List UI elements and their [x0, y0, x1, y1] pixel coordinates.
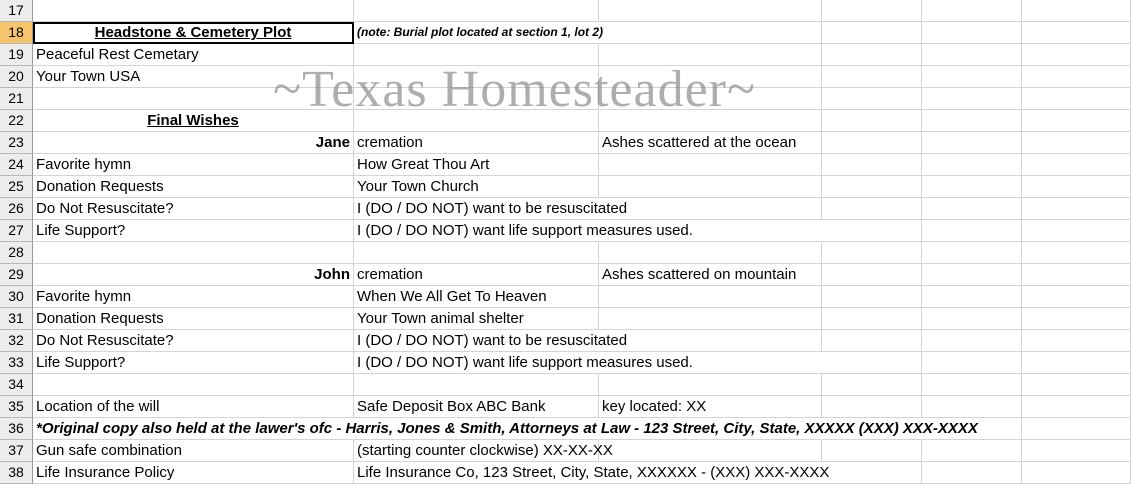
cell-c32[interactable] — [599, 330, 822, 352]
cell-a26[interactable]: Do Not Resuscitate? — [33, 198, 354, 220]
cell-a25[interactable]: Donation Requests — [33, 176, 354, 198]
cell-d34[interactable] — [822, 374, 922, 396]
cell-f35[interactable] — [1022, 396, 1131, 418]
row-header-37[interactable]: 37 — [0, 440, 33, 462]
cell-a28[interactable] — [33, 242, 354, 264]
row-header-20[interactable]: 20 — [0, 66, 33, 88]
cell-f27[interactable] — [1022, 220, 1131, 242]
cell-b30[interactable]: When We All Get To Heaven — [354, 286, 599, 308]
row-header-19[interactable]: 19 — [0, 44, 33, 66]
row-header-18[interactable]: 18 — [0, 22, 33, 44]
cell-f33[interactable] — [1022, 352, 1131, 374]
cell-e20[interactable] — [922, 66, 1022, 88]
cell-b34[interactable] — [354, 374, 599, 396]
cell-a32[interactable]: Do Not Resuscitate? — [33, 330, 354, 352]
cell-b17[interactable] — [354, 0, 599, 22]
cell-c23[interactable]: Ashes scattered at the ocean — [599, 132, 822, 154]
cell-d21[interactable] — [822, 88, 922, 110]
cell-f23[interactable] — [1022, 132, 1131, 154]
cell-a20[interactable]: Your Town USA — [33, 66, 354, 88]
cell-b19[interactable] — [354, 44, 599, 66]
cell-f36[interactable] — [1022, 418, 1131, 440]
row-header-26[interactable]: 26 — [0, 198, 33, 220]
cell-d33[interactable] — [822, 352, 922, 374]
cell-a23[interactable]: Jane — [33, 132, 354, 154]
cell-d31[interactable] — [822, 308, 922, 330]
cell-e29[interactable] — [922, 264, 1022, 286]
row-header-35[interactable]: 35 — [0, 396, 33, 418]
cell-f32[interactable] — [1022, 330, 1131, 352]
cell-c25[interactable] — [599, 176, 822, 198]
cell-c17[interactable] — [599, 0, 822, 22]
cell-f30[interactable] — [1022, 286, 1131, 308]
row-header-31[interactable]: 31 — [0, 308, 33, 330]
cell-a36-attorney-note[interactable]: *Original copy also held at the lawer's ofc - Harris, Jones & Smith, Attorneys at Law - 123 Street, City, State, XXXXX (XXX) XXX-XXXX — [33, 418, 354, 440]
cell-a35[interactable]: Location of the will — [33, 396, 354, 418]
cell-a17[interactable] — [33, 0, 354, 22]
cell-d32[interactable] — [822, 330, 922, 352]
cell-a34[interactable] — [33, 374, 354, 396]
row-header-36[interactable]: 36 — [0, 418, 33, 440]
cell-d26[interactable] — [822, 198, 922, 220]
cell-e21[interactable] — [922, 88, 1022, 110]
cell-b24[interactable]: How Great Thou Art — [354, 154, 599, 176]
cell-c31[interactable] — [599, 308, 822, 330]
cell-e25[interactable] — [922, 176, 1022, 198]
watermark-text: ~Texas Homesteader~ — [273, 61, 757, 118]
row-header-30[interactable]: 30 — [0, 286, 33, 308]
cell-d30[interactable] — [822, 286, 922, 308]
cell-e27[interactable] — [922, 220, 1022, 242]
cell-b37[interactable]: (starting counter clockwise) XX-XX-XX — [354, 440, 599, 462]
cell-f38[interactable] — [1022, 462, 1131, 484]
cell-c18[interactable] — [599, 22, 822, 44]
row-header-33[interactable]: 33 — [0, 352, 33, 374]
cell-f20[interactable] — [1022, 66, 1131, 88]
cell-b38[interactable]: Life Insurance Co, 123 Street, City, State, XXXXXX - (XXX) XXX-XXXX — [354, 462, 599, 484]
cell-d24[interactable] — [822, 154, 922, 176]
cell-b20[interactable] — [354, 66, 599, 88]
cell-d18[interactable] — [822, 22, 922, 44]
cell-f37[interactable] — [1022, 440, 1131, 462]
cell-b22[interactable] — [354, 110, 599, 132]
cell-a37[interactable]: Gun safe combination — [33, 440, 354, 462]
row-header-34[interactable]: 34 — [0, 374, 33, 396]
cell-c34[interactable] — [599, 374, 822, 396]
cell-e37[interactable] — [922, 440, 1022, 462]
cell-f17[interactable] — [1022, 0, 1131, 22]
cell-e22[interactable] — [922, 110, 1022, 132]
cell-f28[interactable] — [1022, 242, 1131, 264]
cell-f22[interactable] — [1022, 110, 1131, 132]
cell-c21[interactable] — [599, 88, 822, 110]
cell-a24[interactable]: Favorite hymn — [33, 154, 354, 176]
cell-f24[interactable] — [1022, 154, 1131, 176]
cell-b18-note[interactable]: (note: Burial plot located at section 1, lot 2) — [354, 22, 599, 44]
cell-e19[interactable] — [922, 44, 1022, 66]
cell-c30[interactable] — [599, 286, 822, 308]
cell-b31[interactable]: Your Town animal shelter — [354, 308, 599, 330]
row-header-29[interactable]: 29 — [0, 264, 33, 286]
cell-a31[interactable]: Donation Requests — [33, 308, 354, 330]
cell-e31[interactable] — [922, 308, 1022, 330]
cell-b28[interactable] — [354, 242, 599, 264]
cell-b23[interactable]: cremation — [354, 132, 599, 154]
cell-e32[interactable] — [922, 330, 1022, 352]
row-header-25[interactable]: 25 — [0, 176, 33, 198]
cell-f31[interactable] — [1022, 308, 1131, 330]
cell-d17[interactable] — [822, 0, 922, 22]
row-header-28[interactable]: 28 — [0, 242, 33, 264]
cell-c22[interactable] — [599, 110, 822, 132]
cell-d25[interactable] — [822, 176, 922, 198]
row-header-27[interactable]: 27 — [0, 220, 33, 242]
row-header-22[interactable]: 22 — [0, 110, 33, 132]
cell-b26[interactable]: I (DO / DO NOT) want to be resuscitated — [354, 198, 599, 220]
cell-e28[interactable] — [922, 242, 1022, 264]
cell-d37[interactable] — [822, 440, 922, 462]
cell-d23[interactable] — [822, 132, 922, 154]
cell-e24[interactable] — [922, 154, 1022, 176]
cell-e30[interactable] — [922, 286, 1022, 308]
row-header-24[interactable]: 24 — [0, 154, 33, 176]
cell-d29[interactable] — [822, 264, 922, 286]
cell-a19[interactable]: Peaceful Rest Cemetary — [33, 44, 354, 66]
cell-d19[interactable] — [822, 44, 922, 66]
cell-f19[interactable] — [1022, 44, 1131, 66]
cell-b33[interactable]: I (DO / DO NOT) want life support measures used. — [354, 352, 599, 374]
cell-a33[interactable]: Life Support? — [33, 352, 354, 374]
row-header-23[interactable]: 23 — [0, 132, 33, 154]
cell-a38[interactable]: Life Insurance Policy — [33, 462, 354, 484]
cell-c28[interactable] — [599, 242, 822, 264]
cell-e23[interactable] — [922, 132, 1022, 154]
cell-b32[interactable]: I (DO / DO NOT) want to be resuscitated — [354, 330, 599, 352]
cell-a22-final-wishes[interactable]: Final Wishes — [33, 110, 354, 132]
cell-e33[interactable] — [922, 352, 1022, 374]
cell-d28[interactable] — [822, 242, 922, 264]
row-header-32[interactable]: 32 — [0, 330, 33, 352]
cell-a30[interactable]: Favorite hymn — [33, 286, 354, 308]
cell-d22[interactable] — [822, 110, 922, 132]
cell-e35[interactable] — [922, 396, 1022, 418]
row-header-21[interactable]: 21 — [0, 88, 33, 110]
cell-f34[interactable] — [1022, 374, 1131, 396]
cell-e17[interactable] — [922, 0, 1022, 22]
cell-a21[interactable] — [33, 88, 354, 110]
cell-e26[interactable] — [922, 198, 1022, 220]
cell-b29[interactable]: cremation — [354, 264, 599, 286]
cell-c19[interactable] — [599, 44, 822, 66]
cell-a18-selected[interactable]: Headstone & Cemetery Plot — [33, 22, 354, 44]
cell-f21[interactable] — [1022, 88, 1131, 110]
cell-c29[interactable]: Ashes scattered on mountain — [599, 264, 822, 286]
cell-d38[interactable] — [822, 462, 922, 484]
cell-f18[interactable] — [1022, 22, 1131, 44]
cell-e18[interactable] — [922, 22, 1022, 44]
cell-b21[interactable] — [354, 88, 599, 110]
cell-f29[interactable] — [1022, 264, 1131, 286]
cell-c24[interactable] — [599, 154, 822, 176]
cell-f25[interactable] — [1022, 176, 1131, 198]
cell-d35[interactable] — [822, 396, 922, 418]
cell-c20[interactable] — [599, 66, 822, 88]
cell-e34[interactable] — [922, 374, 1022, 396]
row-header-17[interactable]: 17 — [0, 0, 33, 22]
cell-e38[interactable] — [922, 462, 1022, 484]
cell-c26[interactable] — [599, 198, 822, 220]
cell-a29[interactable]: John — [33, 264, 354, 286]
cell-d27[interactable] — [822, 220, 922, 242]
cell-b27[interactable]: I (DO / DO NOT) want life support measures used. — [354, 220, 599, 242]
cell-c35[interactable]: key located: XX — [599, 396, 822, 418]
cell-d20[interactable] — [822, 66, 922, 88]
cell-f26[interactable] — [1022, 198, 1131, 220]
row-header-38[interactable]: 38 — [0, 462, 33, 484]
cell-c37[interactable] — [599, 440, 822, 462]
cell-b25[interactable]: Your Town Church — [354, 176, 599, 198]
cell-b35[interactable]: Safe Deposit Box ABC Bank — [354, 396, 599, 418]
cell-a27[interactable]: Life Support? — [33, 220, 354, 242]
